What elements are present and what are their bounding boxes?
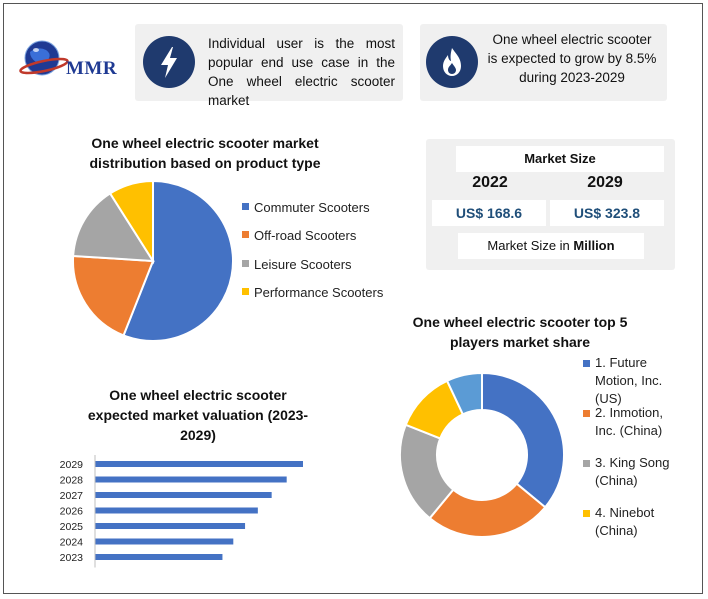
legend-label [595, 504, 683, 540]
fact-text-end-use: Individual user is the most popular end use case in the One wheel electric scooter market [208, 36, 395, 108]
market-size-value-2022-box [432, 200, 546, 226]
bar-tick-label-2025: 2025 [59, 521, 83, 533]
bar-2023 [95, 554, 222, 560]
bar-2025 [95, 523, 245, 529]
bar-chart-title: One wheel electric scooter expected market valuation (2023-2029) [87, 387, 309, 443]
market-size-unit-bold: Million [573, 238, 615, 253]
legend-swatch [242, 288, 249, 295]
legend-label-line: (US) [595, 391, 622, 406]
legend-item-1-future-motion-inc-us [583, 354, 683, 408]
pie-chart-title: One wheel electric scooter market distribution based on product type [89, 135, 321, 171]
market-size-value-2022: US$ 168.6 [455, 205, 523, 221]
legend-swatch [583, 360, 590, 367]
legend-item-off-road-scooters [242, 227, 356, 245]
legend-swatch [583, 510, 590, 517]
legend-swatch [583, 460, 590, 467]
fact-icon-circle [143, 36, 195, 88]
bar-tick-label-2029: 2029 [59, 459, 83, 471]
legend-item-performance-scooters [242, 284, 383, 302]
fact-icon-circle [426, 36, 478, 88]
bar-tick-label-2023: 2023 [59, 552, 83, 564]
market-size-value-2029-box [550, 200, 664, 226]
legend-swatch [242, 260, 249, 267]
bar-tick-label-2024: 2024 [59, 536, 83, 549]
legend-label [595, 354, 683, 408]
fact-text-growth: One wheel electric scooter is expected to grow by 8.5% during 2023-2029 [487, 32, 657, 85]
market-size-title: Market Size [524, 151, 596, 166]
legend-swatch [583, 410, 590, 417]
market-size-unit-label: Market Size in [487, 238, 574, 253]
legend-label-line: 2. Inmotion, [595, 405, 663, 420]
legend-label: Commuter Scooters [254, 200, 370, 215]
legend-label-line: 1. Future [595, 355, 648, 370]
legend-item-4-ninebot-china [583, 504, 683, 540]
legend-item-leisure-scooters [242, 256, 352, 274]
market-size-card [426, 139, 675, 270]
bar-2027 [95, 492, 272, 498]
donut-chart-title: One wheel electric scooter top 5 players market share [412, 314, 628, 350]
legend-label-line: Motion, Inc. [595, 373, 663, 388]
legend-label-line: 3. King Song [595, 455, 670, 470]
legend-label: Performance Scooters [254, 285, 384, 300]
legend-item-2-inmotion-inc-china [583, 404, 683, 440]
legend-label: Leisure Scooters [254, 257, 352, 272]
legend-item-commuter-scooters [242, 199, 370, 217]
top-players-donut-chart [397, 370, 567, 540]
fact-card-growth [420, 24, 667, 101]
market-valuation-bar-chart [50, 455, 320, 570]
bar-2024 [95, 539, 233, 545]
bar-tick-label-2027: 2027 [59, 490, 83, 502]
bar-tick-label-2028: 2028 [59, 474, 83, 487]
legend-label [595, 454, 683, 490]
logo-text: MMR [66, 58, 118, 79]
legend-label-line: 4. Ninebot [595, 505, 655, 520]
market-size-year-2022: 2022 [472, 174, 508, 191]
donut-slice-1-future-motion-inc-us [482, 373, 564, 507]
legend-label [595, 404, 683, 440]
bar-tick-label-2026: 2026 [59, 505, 83, 518]
legend-label-line: (China) [595, 523, 638, 538]
legend-swatch [242, 231, 249, 238]
legend-label-line: Inc. (China) [595, 423, 663, 438]
logo [18, 36, 130, 86]
market-size-title-box [456, 146, 664, 172]
bar-2029 [95, 461, 303, 467]
product-type-pie-chart [63, 171, 243, 351]
market-size-unit-box [458, 233, 644, 259]
bar-2026 [95, 508, 258, 514]
legend-swatch [242, 203, 249, 210]
flame-icon [426, 36, 478, 88]
fact-card-end-use [135, 24, 403, 108]
legend-label-line: (China) [595, 473, 638, 488]
legend-label: Off-road Scooters [254, 228, 357, 243]
lightning-bolt-icon [143, 36, 195, 88]
market-size-value-2029: US$ 323.8 [573, 205, 641, 221]
bar-2028 [95, 477, 287, 483]
market-size-year-2029: 2029 [587, 174, 623, 191]
legend-item-3-king-song-china [583, 454, 683, 490]
